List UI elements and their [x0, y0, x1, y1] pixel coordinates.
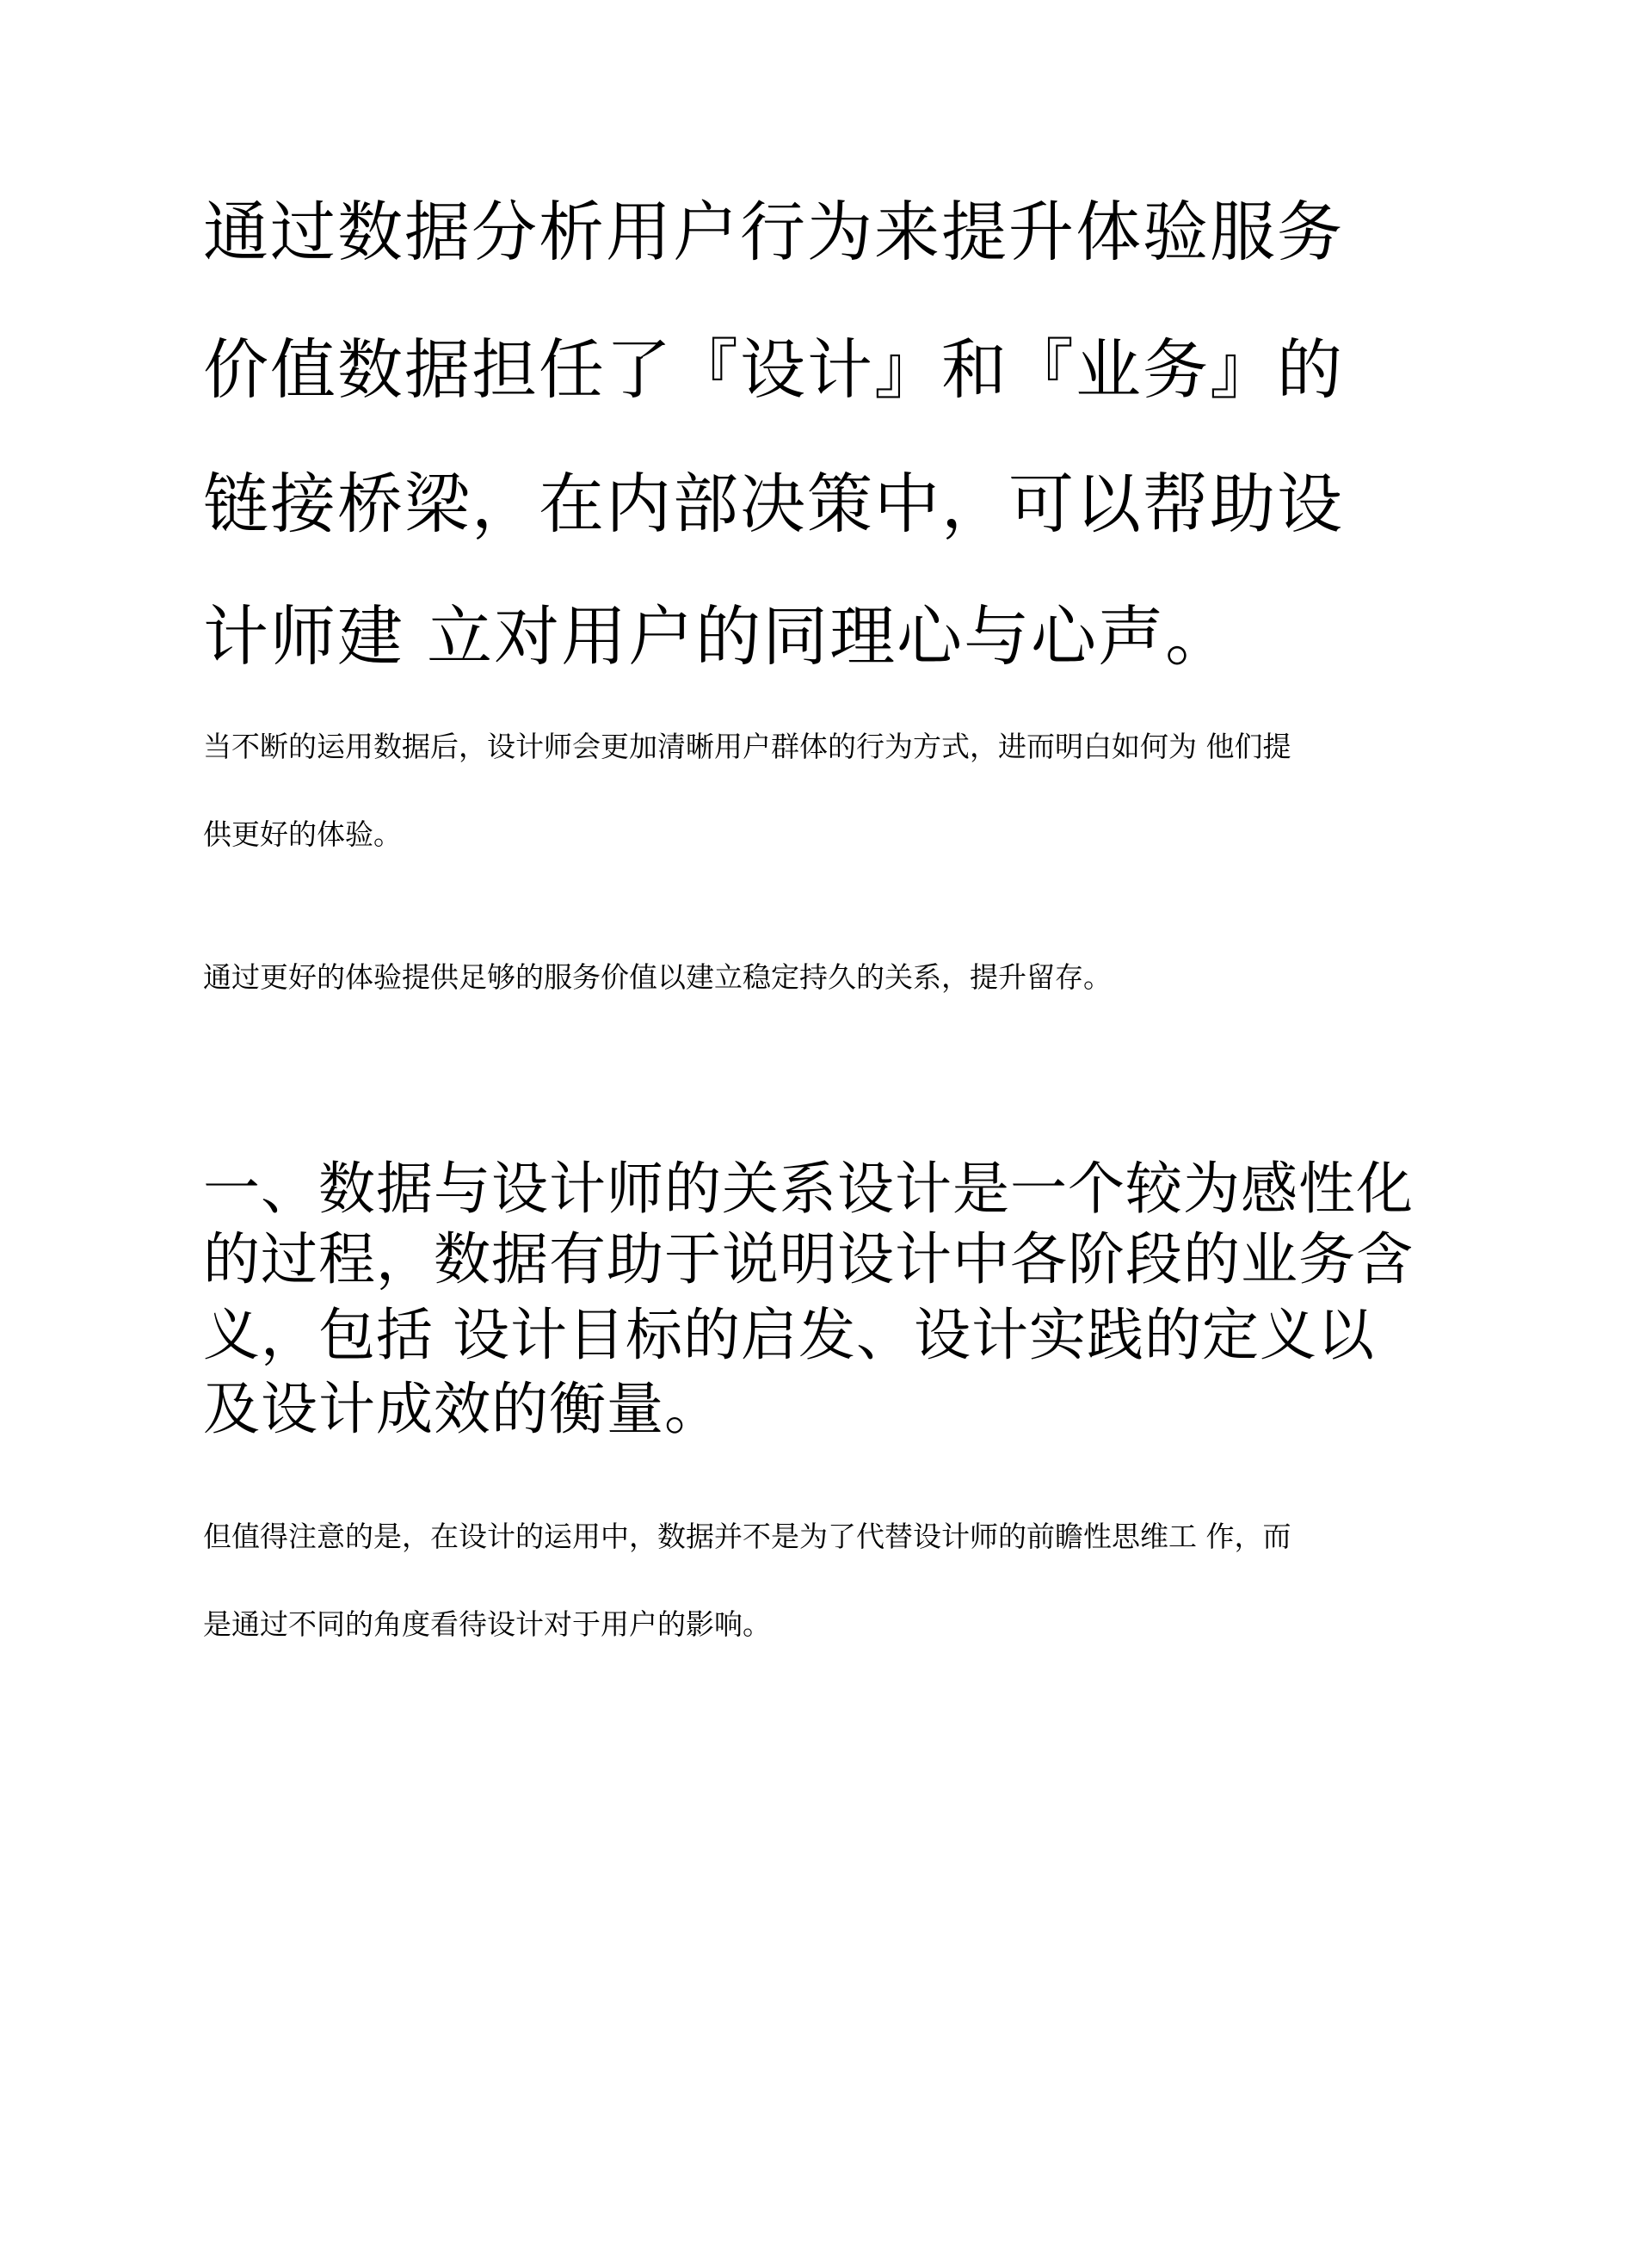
title-line-2: 价值数据担任了『设计』和『业务』的 — [203, 331, 1344, 408]
section-line-4: 及设计成效的衡量。 — [203, 1376, 722, 1442]
paragraph-2: 通过更好的体验提供足够的服务价值以建立稳定持久的关系，提升留存。 — [203, 960, 1112, 994]
title-line-1: 通过数据分析用户行为来提升体验服务 — [203, 194, 1344, 270]
paragraph-3-line-2: 是通过不同的角度看待设计对于用户的影响。 — [203, 1607, 771, 1641]
title-line-4: 计师建 立对用户的同理心与心声。 — [203, 598, 1233, 675]
paragraph-1-line-1: 当不断的运用数据后，设计师会更加清晰用户群体的行为方式，进而明白如何为 他们提 — [203, 730, 1291, 763]
paragraph-3-line-1: 但值得注意的是，在设计的运用中，数据并不是为了代替设计师的前瞻性思维工 作，而 — [203, 1520, 1291, 1553]
title-line-3: 链接桥梁，在内部决策中，可以帮助设 — [203, 466, 1344, 542]
section-line-3: 义，包括 设计目标的启发、设计实践的定义以 — [203, 1302, 1375, 1368]
section-line-1: 一、数据与设计师的关系设计是一个较为感性化 — [203, 1156, 1414, 1222]
paragraph-1-line-2: 供更好的体验。 — [203, 817, 402, 851]
section-line-2: 的过程，数据有助于说明设计中各阶段的业务含 — [203, 1226, 1414, 1292]
